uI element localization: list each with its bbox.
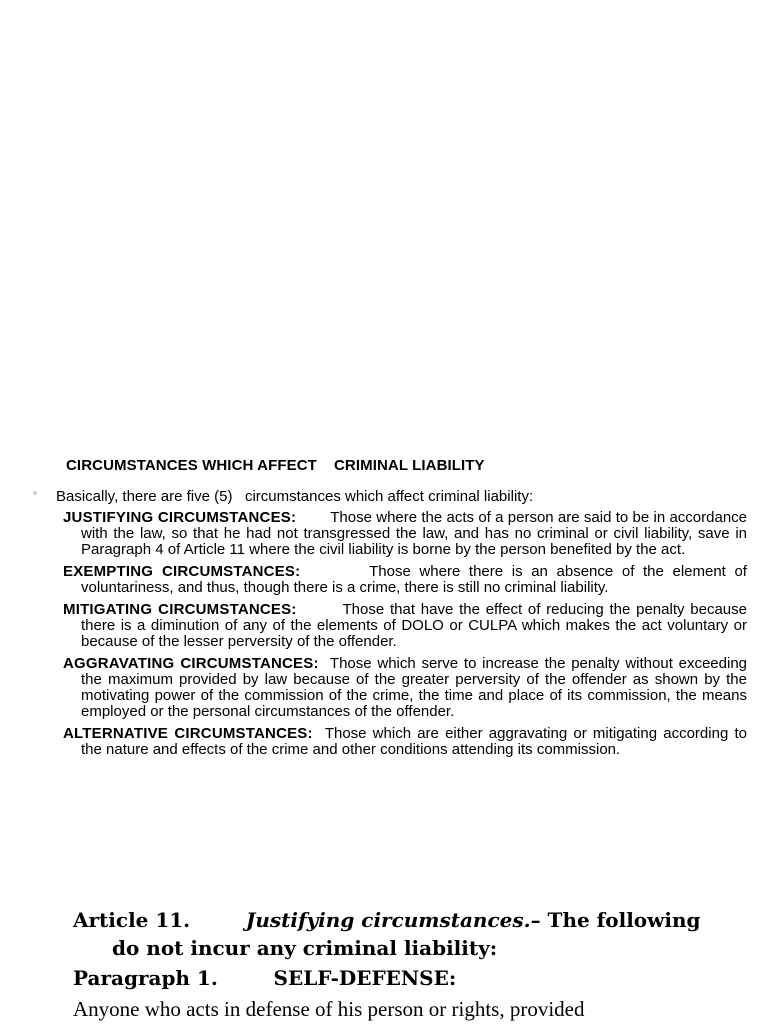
circumstances-list <box>63 510 747 764</box>
item-term: MITIGATING CIRCUMSTANCES: <box>63 601 297 618</box>
item-text: Those which are either aggravating or mitigating according to the nature and effects of the crime and other conditions attending its commission. <box>81 725 747 758</box>
paragraph-heading <box>73 964 733 992</box>
list-item <box>63 602 747 650</box>
article-title-italic: Justifying circumstances. <box>245 908 531 932</box>
item-term: JUSTIFYING CIRCUMSTANCES: <box>63 509 297 526</box>
article-title <box>73 906 733 934</box>
article-number: Article 11. <box>73 908 191 932</box>
bullet-icon <box>33 491 37 495</box>
article-section <box>73 906 733 1023</box>
item-text: Those where the acts of a person are said to be in accordance with the law, so that he had not transgressed the law, and has no criminal or civil liability, save in Paragraph 4 of Article 11 where the civil liability is borne by the person benefited by the act. <box>81 509 748 558</box>
intro-text: Basically, there are five (5) circumstances which affect criminal liability: <box>56 488 534 505</box>
list-item <box>63 726 747 758</box>
paragraph-title: SELF-DEFENSE: <box>273 966 457 990</box>
article-body: Anyone who acts in defense of his person or rights, provided <box>73 997 585 1021</box>
item-text: Those where there is an absence of the element of voluntariness, and thus, though there is a crime, there is still no criminal liability. <box>81 563 747 596</box>
list-item <box>63 656 747 720</box>
item-text: Those that have the effect of reducing the penalty because there is a diminution of any of the elements of DOLO or CULPA which makes the act voluntary or because of the lesser perversity of the offender. <box>81 601 747 650</box>
item-term: EXEMPTING CIRCUMSTANCES: <box>63 563 301 580</box>
article-title-rest: – The following <box>530 908 701 932</box>
item-term: ALTERNATIVE CIRCUMSTANCES: <box>63 725 313 742</box>
list-item <box>63 564 747 596</box>
section-heading: CIRCUMSTANCES WHICH AFFECT CRIMINAL LIABILITY <box>66 457 485 474</box>
article-title-continuation: do not incur any criminal liability: <box>112 936 498 960</box>
paragraph-label: Paragraph 1. <box>73 966 218 990</box>
item-text: Those which serve to increase the penalty without exceeding the maximum provided by law because of the greater perversity of the offender as shown by the motivating power of the commission of the crime, the time and place of its commission, the means employed or the personal circumstances of the offender. <box>81 655 748 720</box>
list-item <box>63 510 747 558</box>
item-term: AGGRAVATING CIRCUMSTANCES: <box>63 655 319 672</box>
